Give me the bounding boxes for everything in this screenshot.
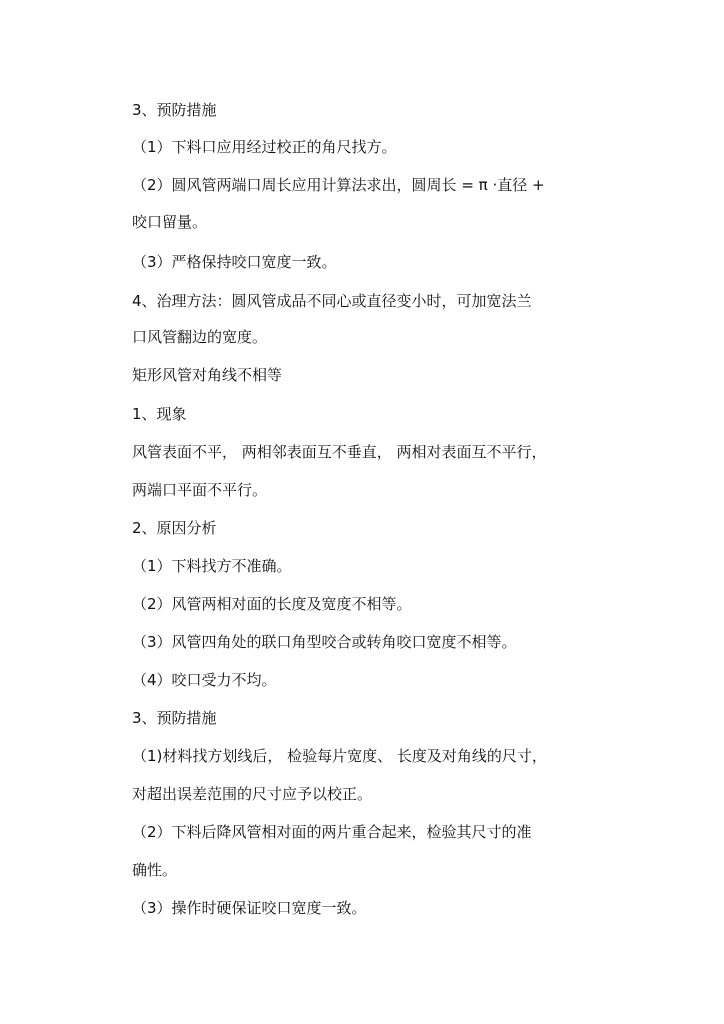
paragraph-line: （1)材料找方划线后， 检验每片宽度、 长度及对角线的尺寸， xyxy=(132,747,547,765)
paragraph-line: 风管表面不平， 两相邻表面互不垂直， 两相对表面互不平行， xyxy=(132,443,547,461)
paragraph-line: （2）圆风管两端口周长应用计算法求出，圆周长 = π ·直径 + xyxy=(132,176,545,194)
paragraph-line: （3）风管四角处的联口角型咬合或转角咬口宽度不相等。 xyxy=(132,633,517,651)
heading-prevention-measures: 3、预防措施 xyxy=(132,101,217,119)
paragraph-line: （2）风管两相对面的长度及宽度不相等。 xyxy=(132,595,412,613)
section-title: 矩形风管对角线不相等 xyxy=(132,366,283,384)
paragraph-line: （2）下料后降风管相对面的两片重合起来，检验其尺寸的准 xyxy=(132,823,532,841)
paragraph-line: 确性。 xyxy=(132,861,178,879)
paragraph-line: （3）严格保持咬口宽度一致。 xyxy=(132,253,337,271)
paragraph-line: 咬口留量。 xyxy=(132,213,208,231)
paragraph-line: 对超出误差范围的尺寸应予以校正。 xyxy=(132,785,373,803)
heading-treatment-method: 4、治理方法：圆风管成品不同心或直径变小时，可加宽法兰 xyxy=(132,292,532,310)
heading-prevention-measures: 3、预防措施 xyxy=(132,709,217,727)
paragraph-line: 两端口平面不平行。 xyxy=(132,481,268,499)
heading-phenomenon: 1、现象 xyxy=(132,405,187,423)
paragraph-line: （4）咬口受力不均。 xyxy=(132,671,277,689)
heading-cause-analysis: 2、原因分析 xyxy=(132,519,217,537)
paragraph-line: （1）下料找方不准确。 xyxy=(132,557,292,575)
paragraph-line: 口风管翻边的宽度。 xyxy=(132,328,268,346)
paragraph-line: （3）操作时硬保证咬口宽度一致。 xyxy=(132,899,367,917)
paragraph-line: （1）下料口应用经过校正的角尺找方。 xyxy=(132,138,397,156)
